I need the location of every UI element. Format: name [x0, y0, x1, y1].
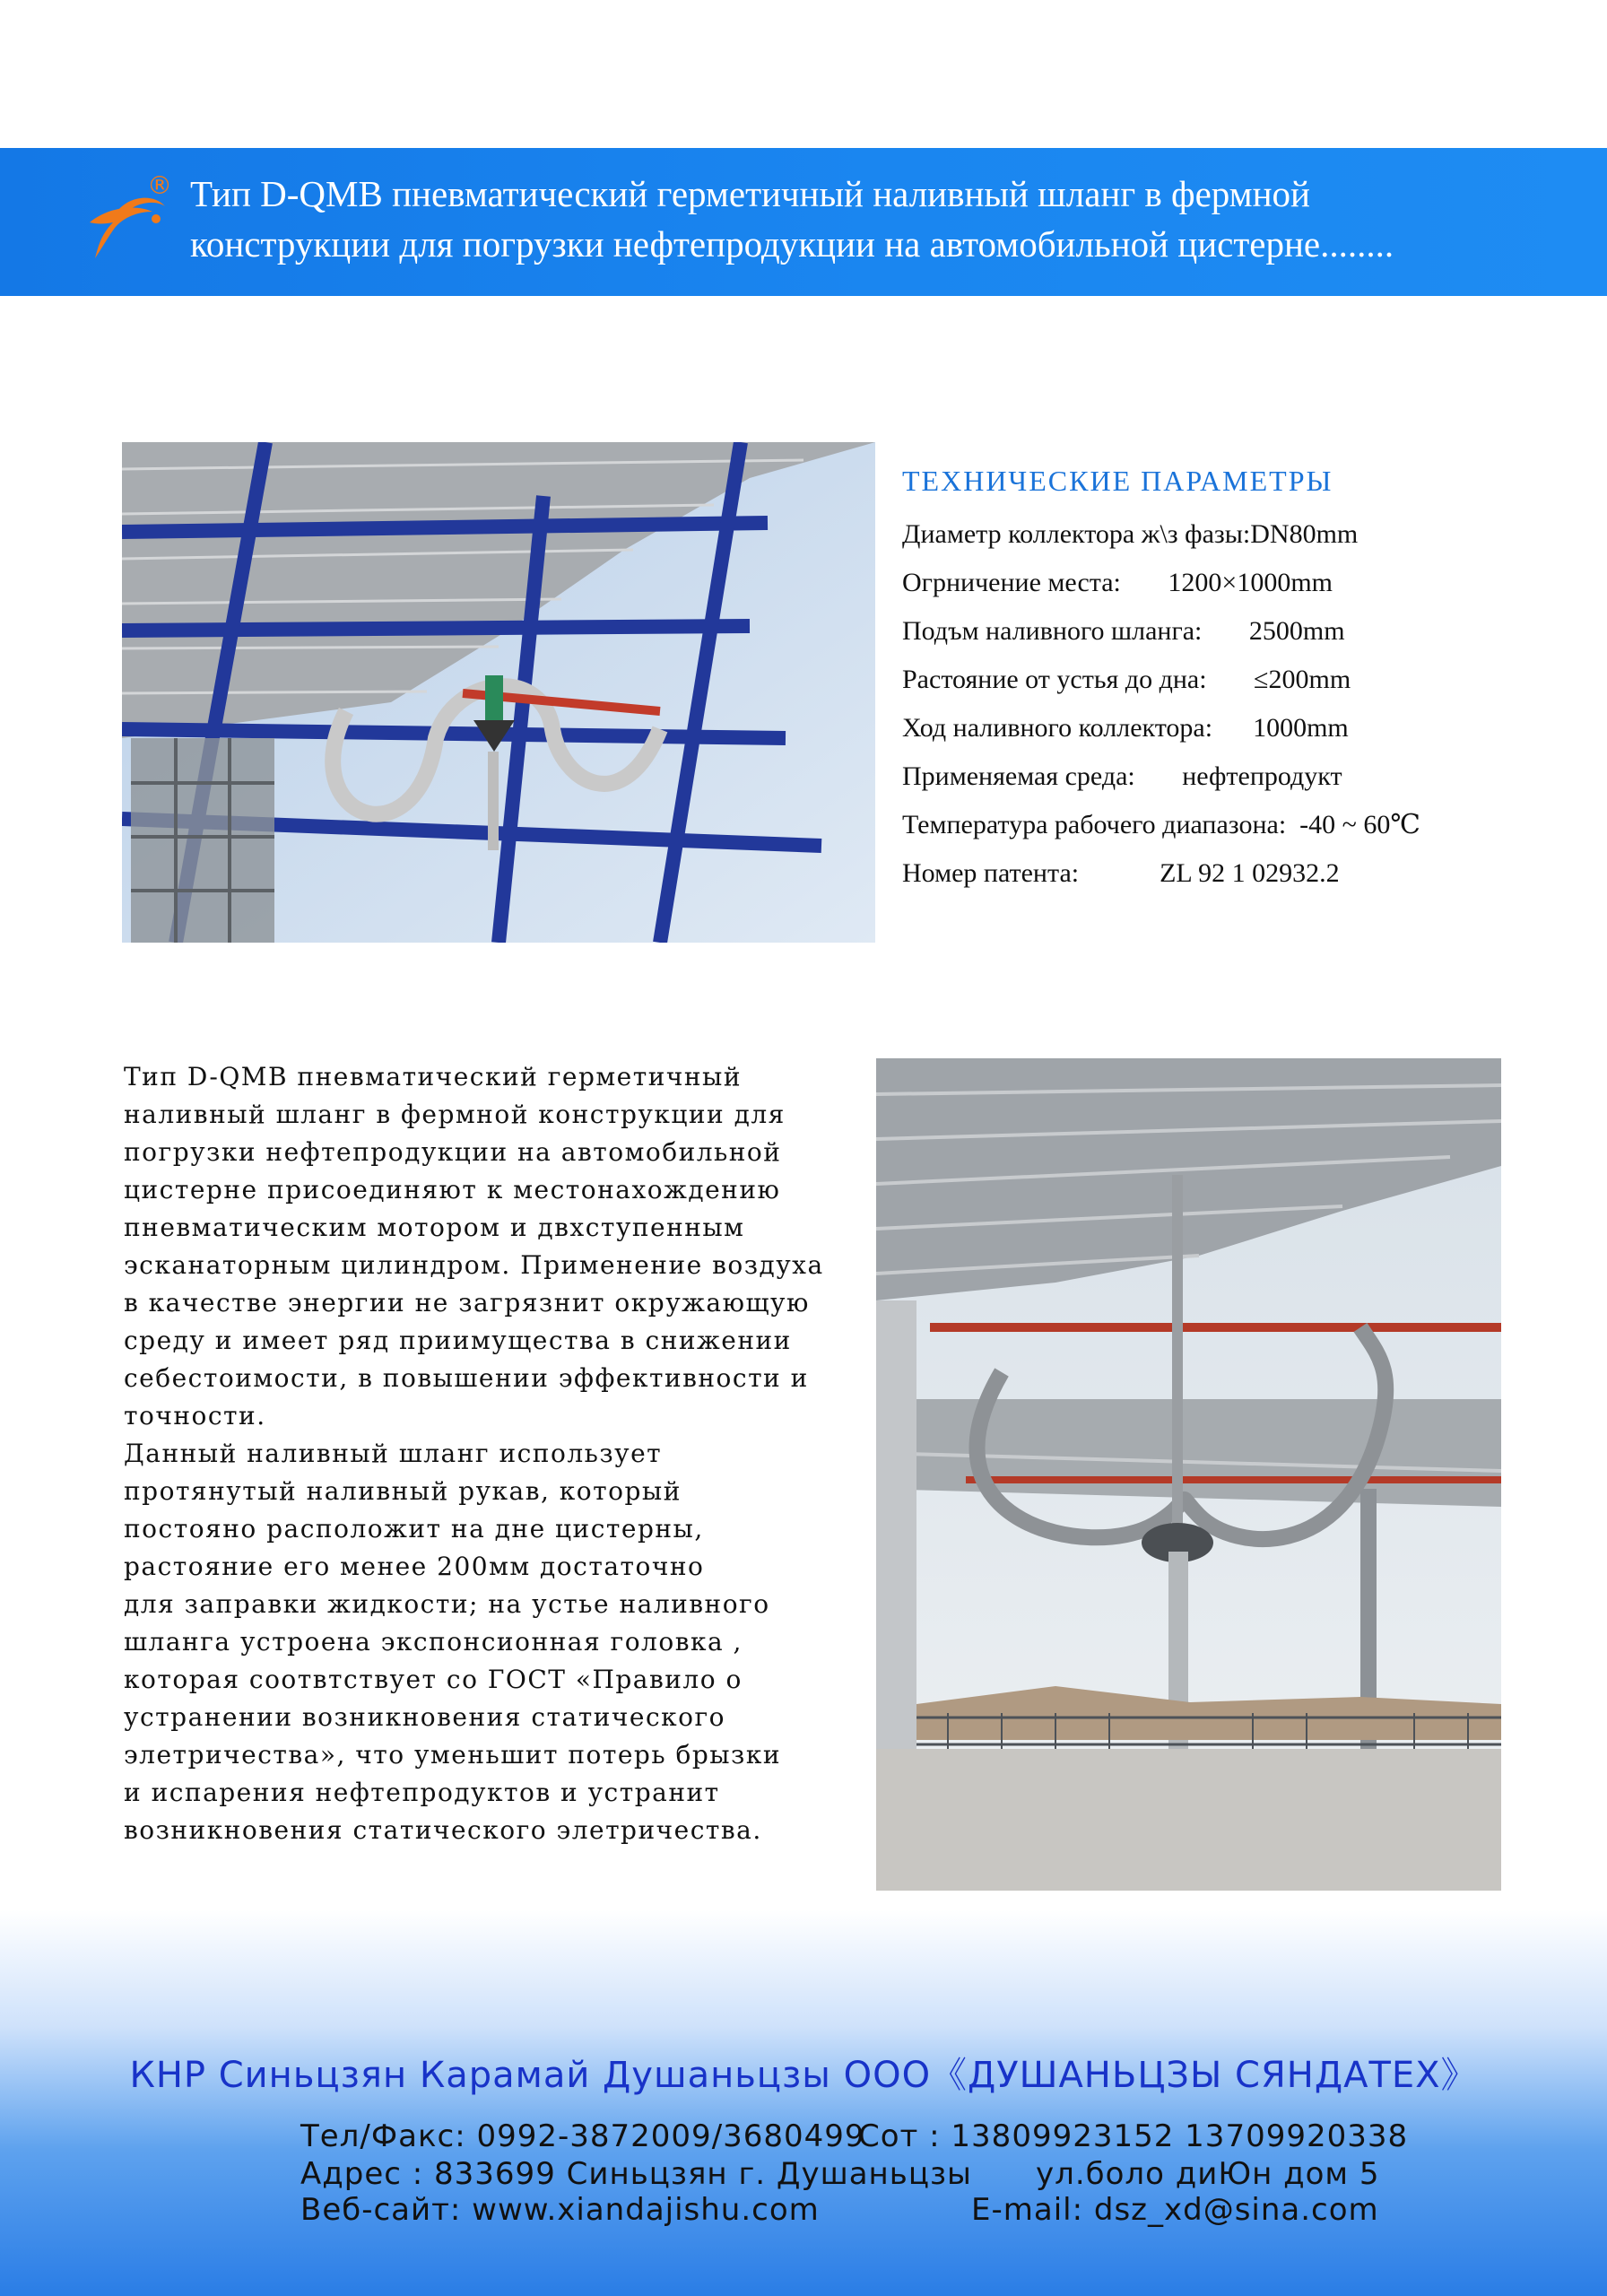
- registered-mark: ®: [147, 170, 172, 200]
- page-title: [190, 169, 1535, 269]
- param-medium: Применяемая среда: нефтепродукт: [902, 761, 1342, 791]
- description-line: среду и имеет ряд приимущества в снижении: [124, 1326, 792, 1355]
- description-line: в качестве энергии не загрязнит окружающую: [124, 1288, 810, 1318]
- address: Адрес : 833699 Синьцзян г. Душаньцзы: [300, 2156, 972, 2192]
- description-line: себестоимости, в повышении эффективности и: [124, 1363, 809, 1393]
- description-line: для заправки жидкости; на устье наливного: [124, 1589, 770, 1619]
- description-line: эсканаторным цилиндром. Применение воздуха: [124, 1250, 824, 1280]
- description-line: протянутый наливный рукав, который: [124, 1476, 682, 1506]
- description-line: постояно расположит на дне цистерны,: [124, 1514, 704, 1544]
- mobile-phones: Сот : 13809923152 13709920338: [858, 2118, 1409, 2154]
- product-photo-loading-arm: [876, 1058, 1501, 1891]
- product-description: [124, 1058, 841, 1849]
- description-line: и испарения нефтепродуктов и устранит: [124, 1778, 720, 1807]
- description-line: точности.: [124, 1401, 266, 1431]
- parameters-title: ТЕХНИЧЕСКИЕ ПАРАМЕТРЫ: [902, 465, 1333, 497]
- phone-fax: Тел/Факс: 0992-3872009/3680499: [300, 2118, 865, 2154]
- description-line: устранении возникновения статического: [124, 1702, 726, 1732]
- param-collector-travel: Ход наливного коллектора: 1000mm: [902, 713, 1349, 743]
- street-address: ул.боло диЮн дом 5: [1036, 2156, 1380, 2192]
- email-link[interactable]: E-mail: dsz_xd@sina.com: [971, 2192, 1379, 2228]
- product-photo-truss: [122, 442, 875, 943]
- param-distance-to-bottom: Растояние от устья до дна: ≤200mm: [902, 665, 1351, 694]
- param-temperature-range: Температура рабочего диапазона: -40 ~ 60℃: [902, 810, 1420, 839]
- description-line: шланга устроена экспонсионная головка ,: [124, 1627, 743, 1657]
- param-space-limit: Огрничение места: 1200×1000mm: [902, 568, 1333, 597]
- description-line: которая соотвтствует со ГОСТ «Правило о: [124, 1665, 743, 1694]
- description-line: Тип D-QMB пневматический герметичный: [124, 1062, 742, 1091]
- description-line: погрузки нефтепродукции на автомобильной: [124, 1137, 782, 1167]
- company-logo: [83, 170, 181, 269]
- description-line: возникновения статического элетричества.: [124, 1815, 762, 1845]
- company-name: КНР Синьцзян Карамай Душаньцзы ООО《ДУШАНЬЦЗЫ СЯНДАТЕХ》: [129, 2055, 1478, 2096]
- description-line: пневматическим мотором и двхступенным: [124, 1213, 745, 1242]
- description-line: Данный наливный шланг использует: [124, 1439, 663, 1468]
- footer-band: [0, 1910, 1607, 2296]
- param-hose-lift: Подъм наливного шланга: 2500mm: [902, 616, 1345, 646]
- description-line: наливный шланг в фермной конструкции для: [124, 1100, 786, 1129]
- technical-parameters: [902, 465, 1584, 898]
- website-link[interactable]: Веб-сайт: www.xiandajishu.com: [300, 2192, 820, 2228]
- page-title-line2: конструкции для погрузки нефтепродукции на автомобильной цистерне........: [190, 223, 1394, 265]
- description-line: цистерне присоединяют к местонахождению: [124, 1175, 781, 1205]
- description-line: растояние его менее 200мм достаточно: [124, 1552, 705, 1581]
- param-collector-diameter: Диаметр коллектора ж\з фазы:DN80mm: [902, 519, 1359, 549]
- description-line: элетричества», что уменьшит потерь брызки: [124, 1740, 781, 1770]
- page-title-line1: Тип D-QMB пневматический герметичный наливный шланг в фермной: [190, 173, 1310, 214]
- param-patent-number: Номер патента: ZL 92 1 02932.2: [902, 858, 1340, 888]
